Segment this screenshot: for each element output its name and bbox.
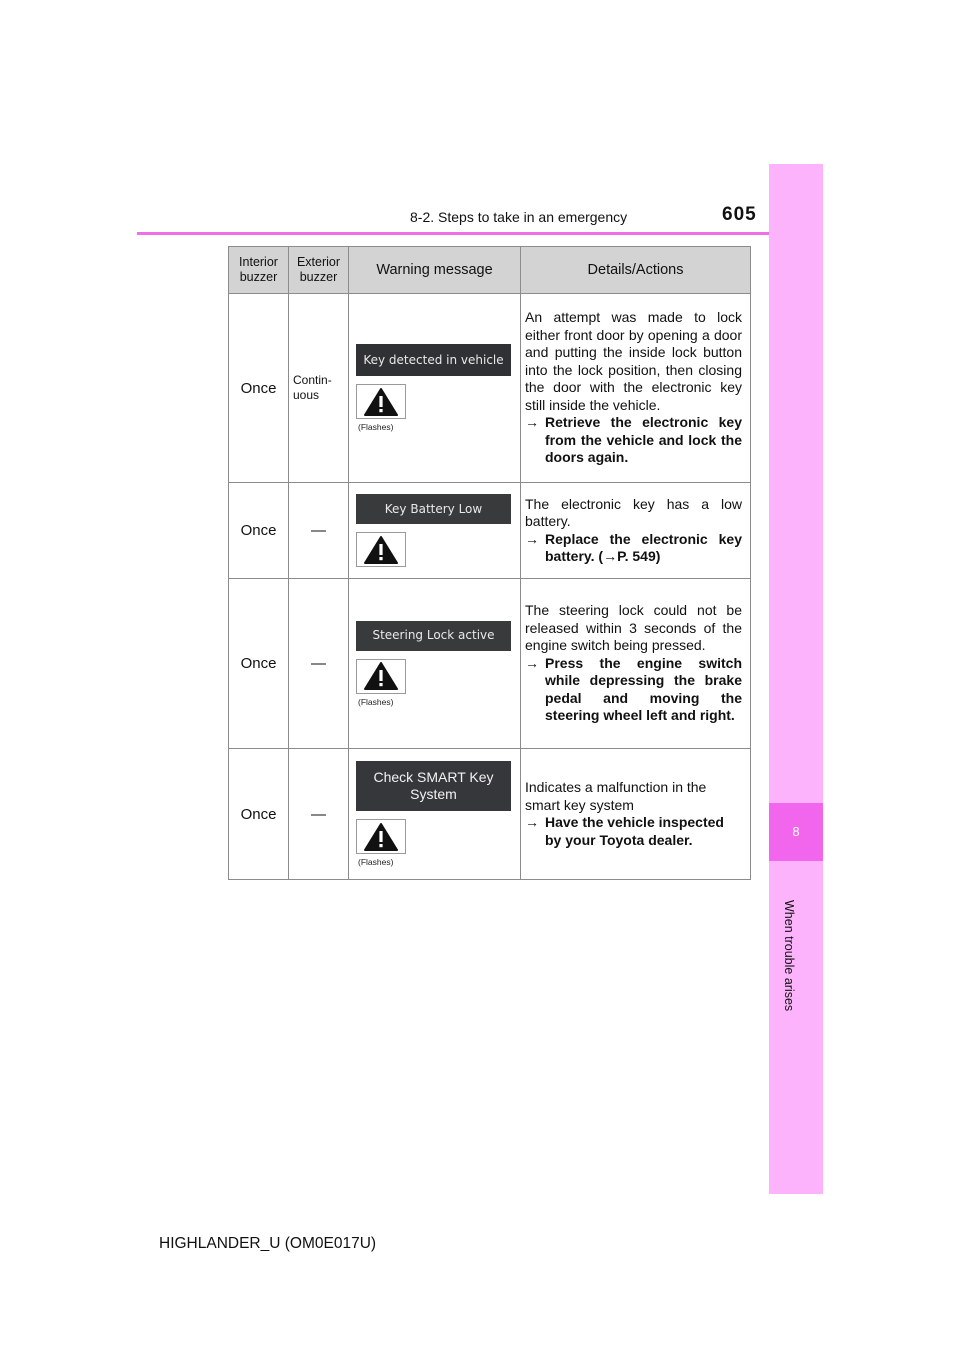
interior-buzzer-cell: Once (229, 749, 289, 880)
warning-message-cell (349, 483, 521, 579)
interior-buzzer-cell: Once (229, 294, 289, 483)
details-cell (521, 294, 751, 483)
details-text: An attempt was made to lock either front door by opening a door and putting the inside lock button into the lock position, then closing the door with the electronic key still inside the vehicle. (525, 309, 742, 413)
header-details-actions: Details/Actions (521, 247, 751, 294)
interior-buzzer-cell: Once (229, 579, 289, 749)
page-number: 605 (722, 204, 757, 225)
action-item (525, 531, 742, 566)
arrow-icon: → (525, 530, 539, 547)
action-item (525, 814, 742, 849)
warning-triangle-icon (356, 532, 406, 567)
table-row (229, 749, 751, 880)
details-text: The steering lock could not be released within 3 seconds of the engine switch being pressed. (525, 602, 742, 654)
flashes-label: (Flashes) (358, 422, 394, 432)
warning-message-cell (349, 749, 521, 880)
details-text: Indicates a malfunction in the smart key system (525, 779, 707, 813)
message-banner: Key detected in vehicle (356, 344, 511, 376)
details-cell (521, 749, 751, 880)
arrow-icon: → (525, 814, 539, 830)
action-text: Press the engine switch while depressing the brake pedal and moving the steering wheel left and right. (545, 654, 742, 724)
action-text: Retrieve the electronic key from the vehicle and lock the doors again. (545, 414, 742, 466)
warning-triangle-icon (356, 819, 406, 854)
exterior-buzzer-cell: — (289, 579, 349, 749)
exterior-buzzer-cell: — (289, 749, 349, 880)
interior-buzzer-cell: Once (229, 483, 289, 579)
details-text: The electronic key has a low battery. (525, 495, 742, 529)
arrow-icon: → (525, 414, 539, 431)
header-warning-message: Warning message (349, 247, 521, 294)
table-row (229, 294, 751, 483)
table-row (229, 483, 751, 579)
side-tab-title: When trouble arises (782, 900, 796, 1012)
action-text: Have the vehicle inspected by your Toyota dealer. (545, 814, 724, 848)
table-header-row (229, 247, 751, 294)
side-tab-chapter: 8 (769, 803, 823, 861)
side-tab-strip (769, 164, 823, 1194)
flashes-label: (Flashes) (358, 696, 394, 707)
table-row (229, 579, 751, 749)
warning-table (228, 246, 751, 880)
message-banner: Check SMART Key System (356, 761, 511, 811)
warning-triangle-icon (356, 659, 406, 694)
exterior-buzzer-cell: — (289, 483, 349, 579)
arrow-icon: → (525, 654, 539, 671)
details-cell (521, 483, 751, 579)
details-cell (521, 579, 751, 749)
header-exterior-buzzer: Exterior buzzer (289, 247, 349, 294)
warning-triangle-icon (356, 384, 406, 419)
warning-message-cell (349, 294, 521, 483)
footer-model-code: HIGHLANDER_U (OM0E017U) (159, 1235, 377, 1252)
message-banner: Key Battery Low (356, 494, 511, 524)
action-item (525, 655, 742, 725)
header-interior-buzzer: Interior buzzer (229, 247, 289, 294)
section-title: 8-2. Steps to take in an emergency (410, 209, 628, 225)
header-rule (137, 232, 823, 235)
message-banner: Steering Lock active (356, 621, 511, 651)
exterior-buzzer-cell: Contin-uous (289, 294, 349, 483)
action-text: Replace the electronic key battery. (→P. 549) (545, 530, 742, 564)
flashes-label: (Flashes) (358, 857, 394, 867)
warning-message-cell (349, 579, 521, 749)
action-item (525, 414, 742, 467)
